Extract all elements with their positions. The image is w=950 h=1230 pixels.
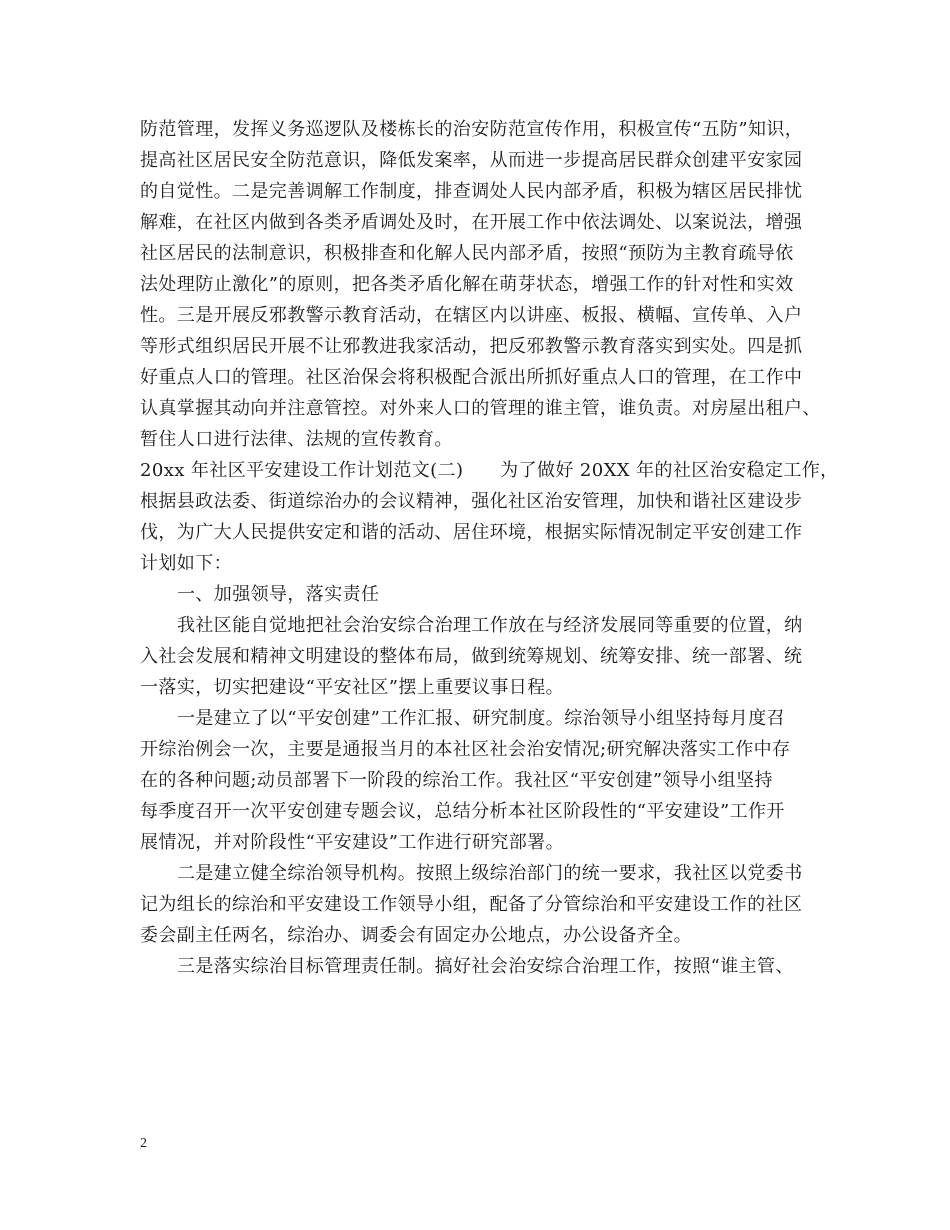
text-line: 等形式组织居民开展不让邪教进我家活动，把反邪教警示教育落实到实处。四是抓 [140, 336, 803, 357]
text-line: 在的各种问题;动员部署下一阶段的综治工作。我社区“平安创建”领导小组坚持 [140, 770, 773, 791]
text-line: 社区居民的法制意识，积极排查和化解人民内部矛盾，按照“预防为主教育疏导依 [140, 243, 794, 264]
text-line: 法处理防止激化”的原则，把各类矛盾化解在萌芽状态，增强工作的针对性和实效 [140, 274, 794, 295]
text-line: 防范管理，发挥义务巡逻队及楼栋长的治安防范宣传作用，积极宣传“五防”知识， [140, 119, 804, 140]
text-line: 入社会发展和精神文明建设的整体布局，做到统筹规划、统筹安排、统一部署、统 [140, 646, 803, 667]
text-line: 提高社区居民安全防范意识，降低发案率，从而进一步提高居民群众创建平安家园 [140, 150, 803, 171]
text-line: 一是建立了以“平安创建”工作汇报、研究制度。综治领导小组坚持每月度召 [177, 708, 786, 729]
text-line: 解难，在社区内做到各类矛盾调处及时，在开展工作中依法调处、以案说法，增强 [140, 212, 803, 233]
text-line: 开综治例会一次，主要是通报当月的本社区社会治安情况;研究解决落实工作中存 [140, 739, 791, 760]
page-number: 2 [140, 1136, 147, 1151]
text-line: 的自觉性。二是完善调解工作制度，排查调处人民内部矛盾，积极为辖区居民排忧 [140, 181, 803, 202]
body-text [140, 114, 839, 982]
text-line: 伐，为广大人民提供安定和谐的活动、居住环境，根据实际情况制定平安创建工作 [140, 522, 803, 543]
text-line: 好重点人口的管理。社区治保会将积极配合派出所抓好重点人口的管理，在工作中 [140, 367, 803, 388]
text-line: 三是落实综治目标管理责任制。搞好社会治安综合治理工作，按照“谁主管、 [177, 956, 794, 977]
text-line: 记为组长的综治和平安建设工作领导小组，配备了分管综治和平安建设工作的社区 [140, 894, 803, 915]
text-line: 认真掌握其动向并注意管控。对外来人口的管理的谁主管，谁负责。对房屋出租户、 [140, 398, 821, 419]
text-line: 20xx 年社区平安建设工作计划范文(二) 为了做好 20XX 年的社区治安稳定工作， [140, 460, 839, 481]
text-line: 二是建立健全综治领导机构。按照上级综治部门的统一要求，我社区以党委书 [177, 863, 803, 884]
text-line: 计划如下： [140, 553, 232, 574]
text-line: 一落实，切实把建设“平安社区”摆上重要议事日程。 [140, 677, 565, 698]
text-line: 性。三是开展反邪教警示教育活动，在辖区内以讲座、板报、横幅、宣传单、入户 [140, 305, 803, 326]
text-line: 每季度召开一次平安创建专题会议，总结分析本社区阶段性的“平安建设”工作开 [140, 801, 785, 822]
text-line: 根据县政法委、街道综治办的会议精神，强化社区治安管理，加快和谐社区建设步 [140, 491, 803, 512]
text-line: 我社区能自觉地把社会治安综合治理工作放在与经济发展同等重要的位置，纳 [177, 615, 803, 636]
text-line: 暂住人口进行法律、法规的宣传教育。 [140, 429, 453, 450]
text-line: 展情况，并对阶段性“平安建设”工作进行研究部署。 [140, 832, 565, 853]
text-line: 委会副主任两名，综治办、调委会有固定办公地点，办公设备齐全。 [140, 925, 692, 946]
text-line: 一、加强领导，落实责任 [177, 584, 380, 605]
